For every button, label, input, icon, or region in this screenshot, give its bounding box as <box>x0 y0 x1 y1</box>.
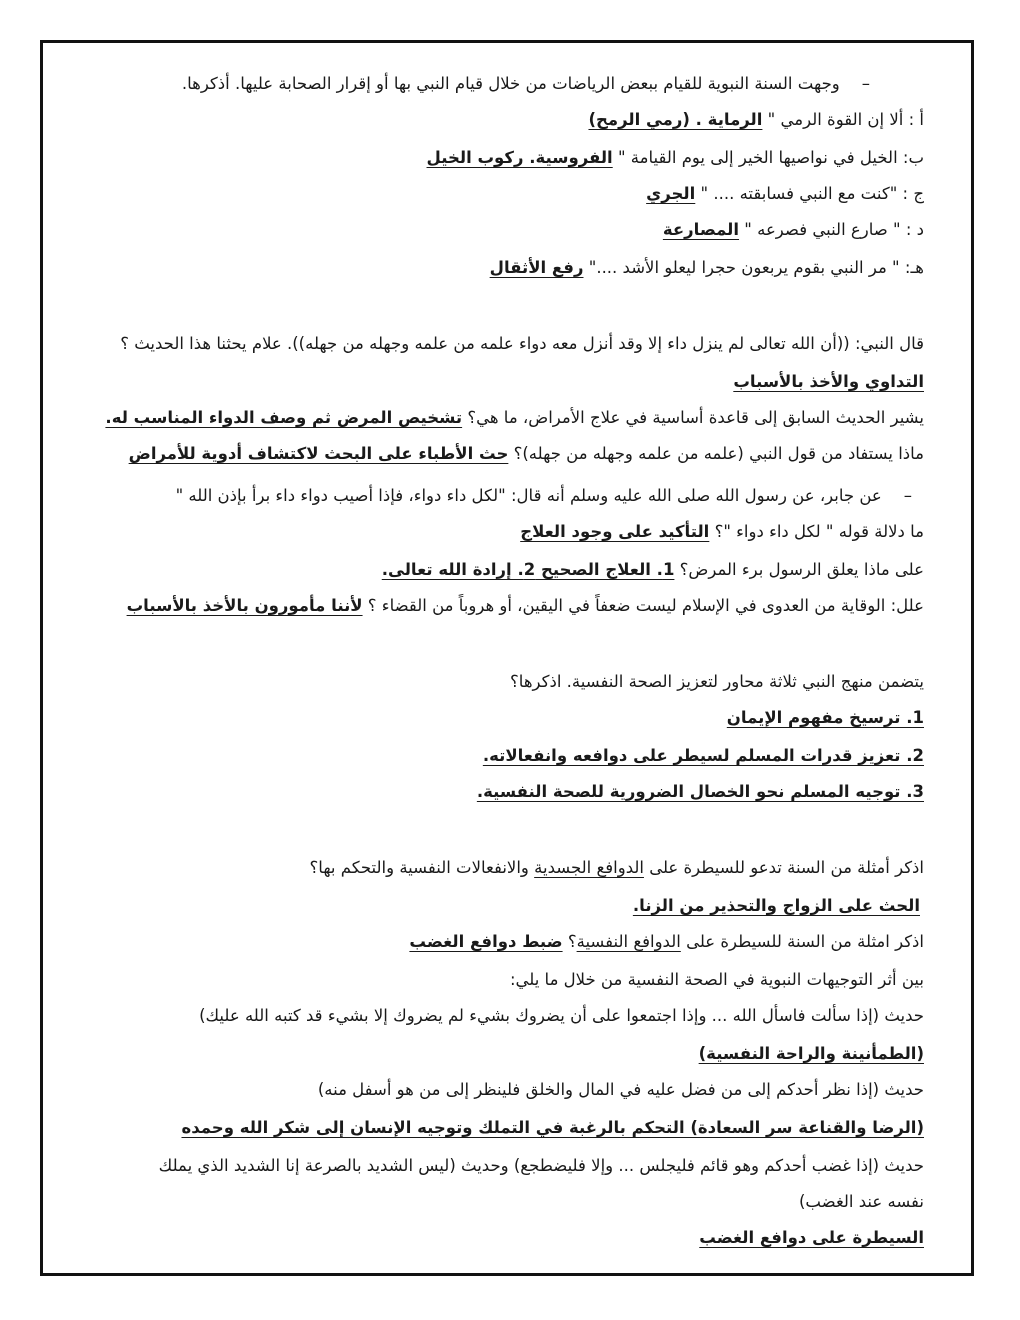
sport-item-b: ب: الخيل في نواصيها الخير إلى يوم القيامة " الفروسية. ركوب الخيل <box>426 148 924 167</box>
jaber-hadith: – عن جابر، عن رسول الله صلى الله عليه وسلم أنه قال: "لكل داء دواء، فإذا أصيب دواء داء برأ بإذن الله " <box>60 484 912 508</box>
rule-question: يشير الحديث السابق إلى قاعدة أساسية في علاج الأمراض، ما هي؟ تشخيص المرض ثم وصف الدواء المناسب له. <box>105 408 924 427</box>
sports-question: – وجهت السنة النبوية للقيام ببعض الرياضات من خلال قيام النبي بها أو إقرار الصحابة عليها. أذكرها. <box>60 72 870 96</box>
cure-question: على ماذا يعلق الرسول برء المرض؟ 1. العلاج الصحيح 2. إرادة الله تعالى. <box>381 560 924 579</box>
meaning-question: ما دلالة قوله " لكل داء دواء "؟ التأكيد على وجود العلاج <box>520 522 924 541</box>
hadith-answer: التداوي والأخذ بالأسباب <box>733 372 924 391</box>
physical-drives-answer: الحث على الزواج والتحذير من الزنا. <box>632 896 920 915</box>
sport-answer-d: المصارعة <box>662 220 740 239</box>
sport-answer-c: الجري <box>646 184 696 203</box>
axis-item: 2. تعزيز قدرات المسلم لسيطر على دوافعه وانفعالاته. <box>482 746 924 765</box>
hadith-2-answer: (الرضا والقناعة سر السعادة) التحكم بالرغبة في التملك وتوجيه الإنسان إلى شكر الله وحمده <box>181 1118 924 1137</box>
physical-drives-question: اذكر أمثلة من السنة تدعو للسيطرة على الدوافع الجسدية والانفعالات النفسية والتحكم بها؟ <box>309 858 924 877</box>
sport-answer-e: رفع الأثقال <box>489 258 584 277</box>
effects-intro: بين أثر التوجيهات النبوية في الصحة النفسية من خلال ما يلي: <box>509 970 924 989</box>
hadith-question: قال النبي: ((أن الله تعالى لم ينزل داء إلا وقد أنزل معه دواء علمه من علمه وجهله من جهله)). علام يحثنا هذا الحديث ؟ <box>120 334 924 353</box>
sport-item-a: أ : ألا إن القوة الرمي " الرماية . (رمي الرمح) <box>588 110 924 129</box>
hadith-3-answer: السيطرة على دوافع الغضب <box>699 1228 924 1247</box>
sport-item-d: د : " صارع النبي فصرعه " المصارعة <box>662 220 924 239</box>
sport-item-c: ج : "كنت مع النبي فسابقته .... " الجري <box>646 184 924 203</box>
mental-health-question: يتضمن منهج النبي ثلاثة محاور لتعزيز الصحة النفسية. اذكرها؟ <box>510 672 924 691</box>
sport-answer-b: الفروسية. ركوب الخيل <box>426 148 613 167</box>
hadith-2: حديث (إذا نظر أحدكم إلى من فضل عليه في المال والخلق فلينظر إلى من هو أسفل منه) <box>317 1080 924 1099</box>
axis-item: 3. توجيه المسلم نحو الخصال الضرورية للصحة النفسية. <box>476 782 924 801</box>
psych-drives-question: اذكر امثلة من السنة للسيطرة على الدوافع النفسية؟ ضبط دوافع الغضب <box>409 932 924 951</box>
prevention-question: علل: الوقاية من العدوى في الإسلام ليست ضعفاً في اليقين، أو هروباً من القضاء ؟ لأننا مأمورون بالأخذ بالأسباب <box>126 596 924 615</box>
hadith-3: حديث (إذا غضب أحدكم وهو قائم فليجلس ... وإلا فليضطجع) وحديث (ليس الشديد بالصرعة إنا الشديد الذي يملك <box>158 1156 924 1175</box>
sport-item-e: هـ: " مر النبي بقوم يربعون حجرا ليعلو الأشد ...." رفع الأثقال <box>489 258 924 277</box>
axis-item: 1. ترسيخ مفهوم الإيمان <box>726 708 924 727</box>
hadith-1-answer: (الطمأنينة والراحة النفسية) <box>698 1044 924 1063</box>
hadith-1: حديث (إذا سألت فاسأل الله ... وإذا اجتمعوا على أن يضروك بشيء لم يضروك إلا بشيء قد كتبه الله عليك) <box>199 1006 924 1025</box>
hadith-3-cont: نفسه عند الغضب) <box>799 1192 924 1211</box>
benefit-question: ماذا يستفاد من قول النبي (علمه من علمه وجهله من جهله)؟ حث الأطباء على البحث لاكتشاف أدوية للأمراض <box>128 444 924 463</box>
sport-answer-a: الرماية . (رمي الرمح) <box>588 110 763 129</box>
